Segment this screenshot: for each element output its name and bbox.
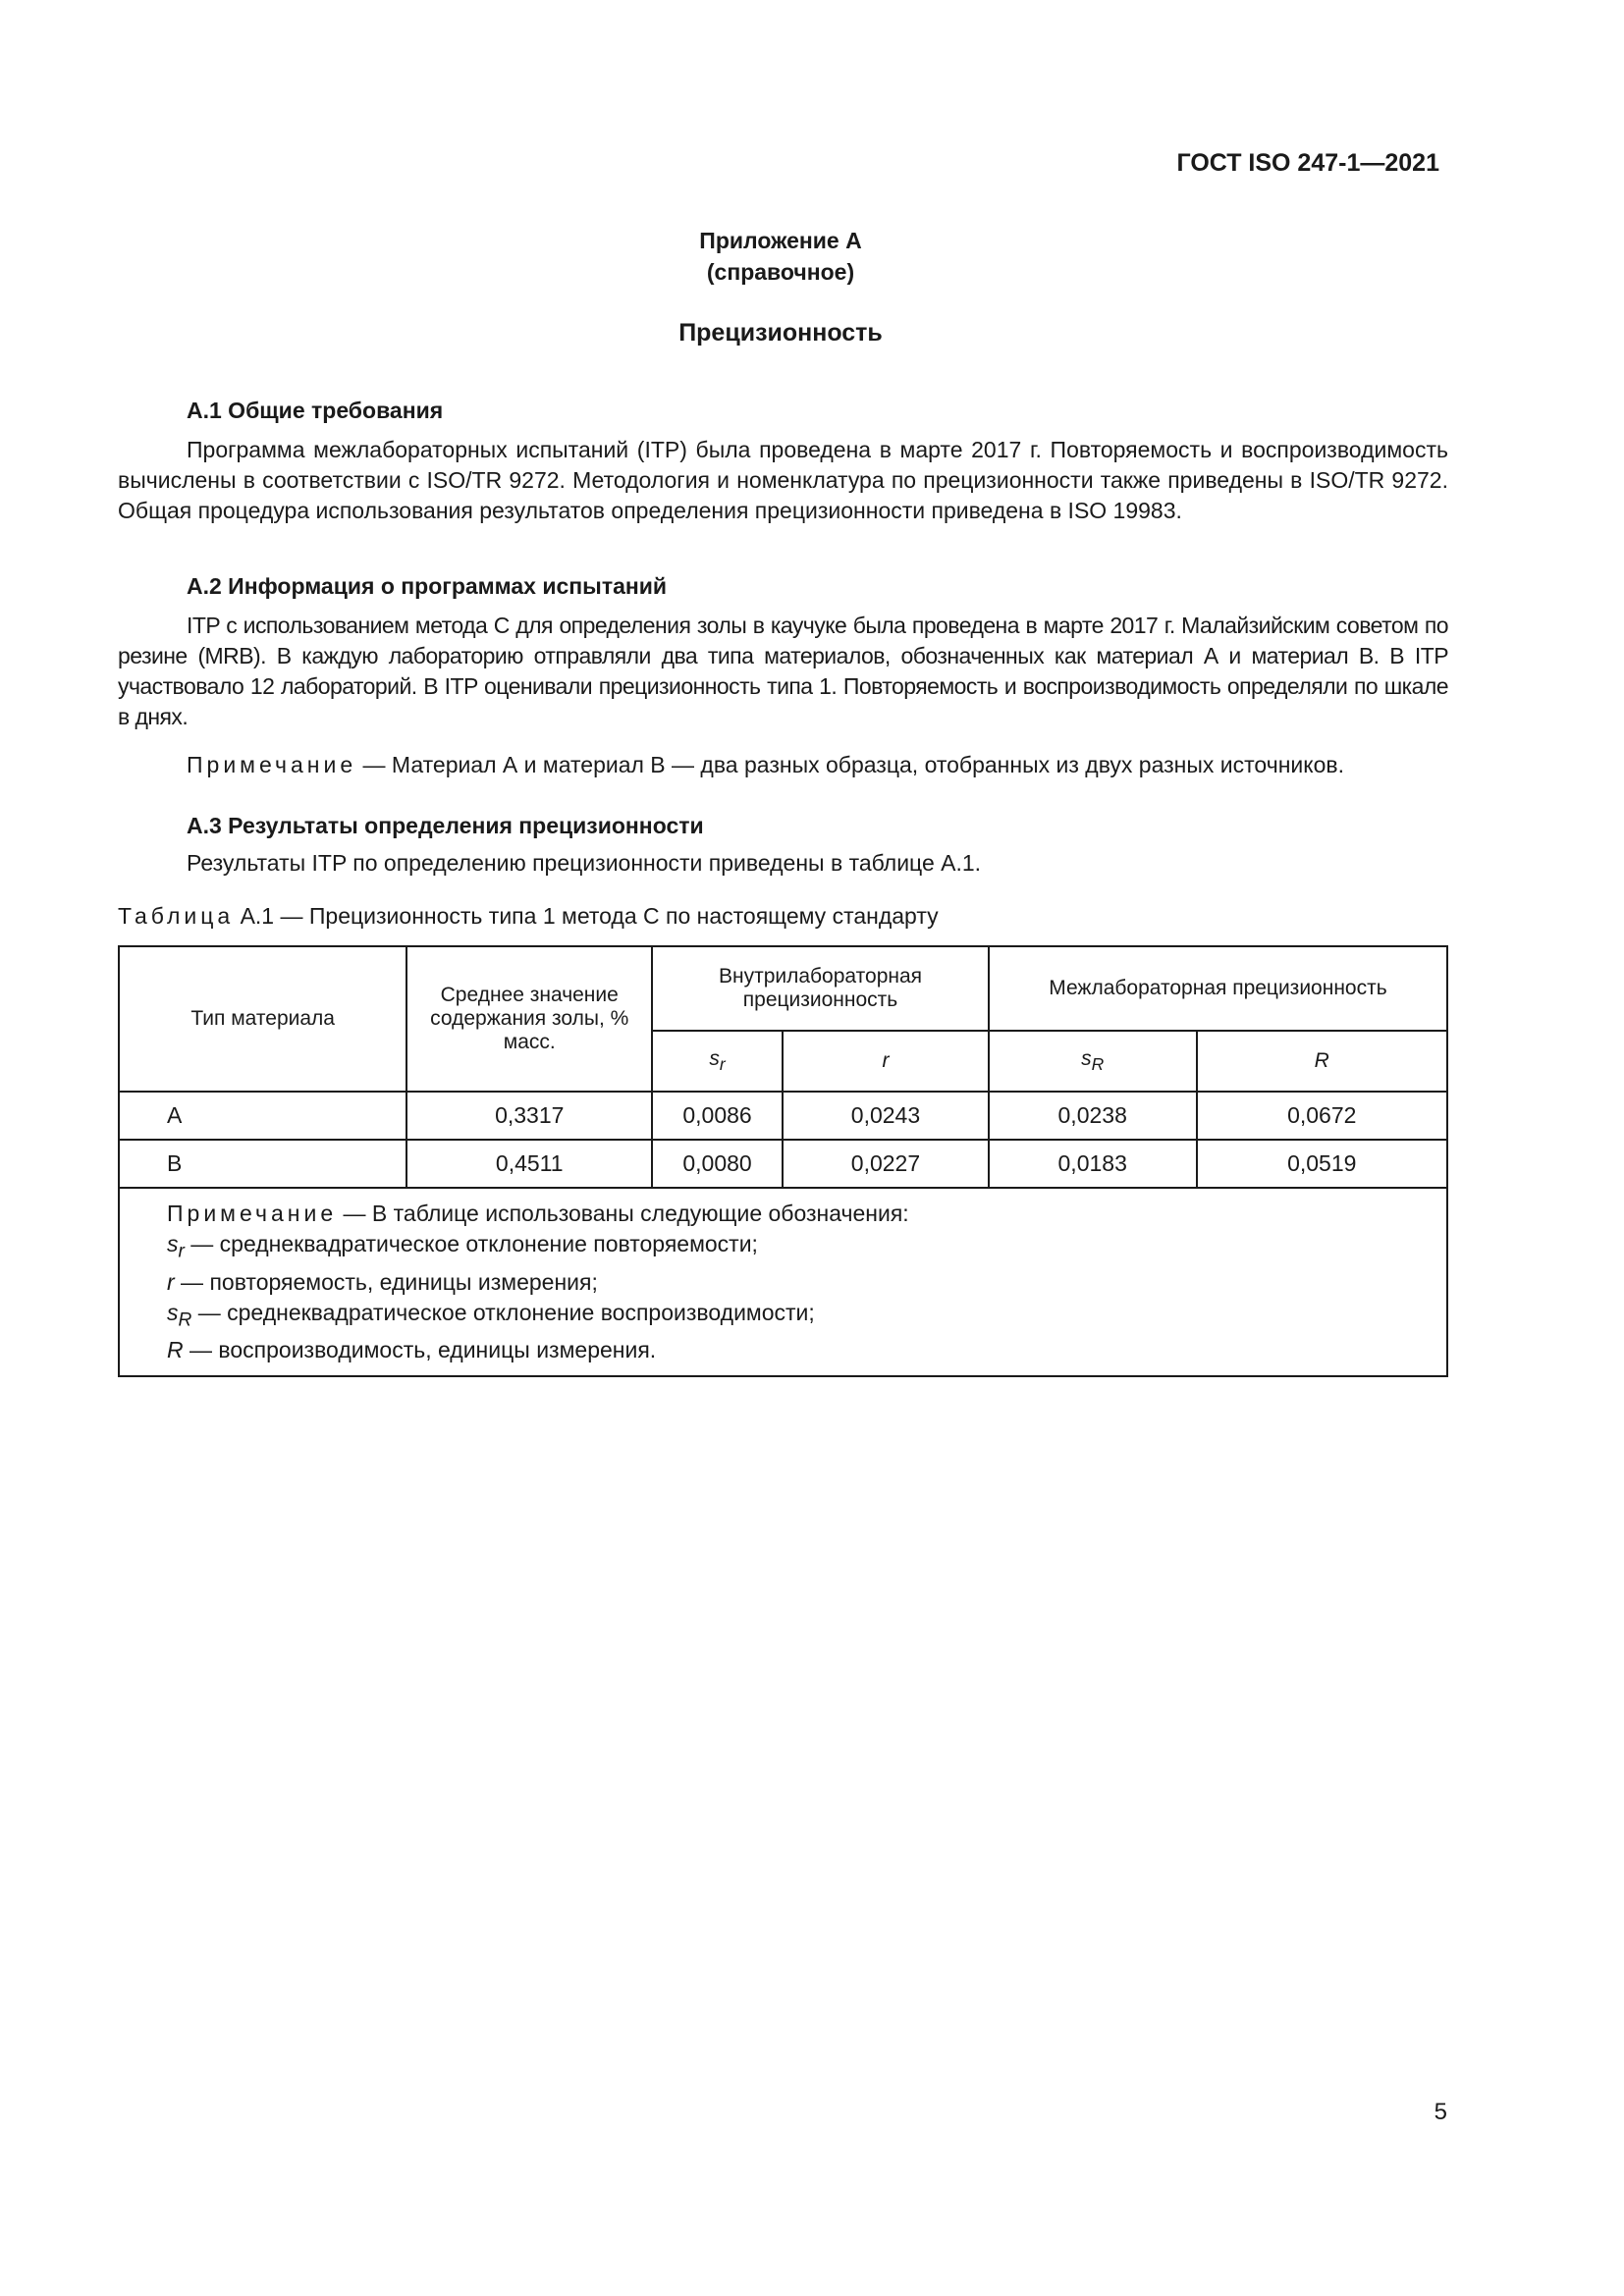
header-sr: $s_r$ bbox=[652, 1031, 783, 1092]
table-row bbox=[119, 1092, 1447, 1140]
table-note-item: $s_r$ — среднеквадратическое отклонение повторяемости; bbox=[167, 1231, 758, 1262]
precision-table bbox=[118, 945, 1448, 1377]
table-note-intro: Примечание — В таблице использованы следующие обозначения: bbox=[167, 1201, 909, 1226]
annex-title: Приложение А bbox=[699, 228, 862, 253]
cell-sR: 0,0238 bbox=[989, 1092, 1197, 1140]
table-caption bbox=[118, 903, 939, 930]
header-sR: $s_R$ bbox=[989, 1031, 1197, 1092]
section-heading-a2: А.2 Информация о программах испытаний bbox=[187, 573, 668, 599]
table-note-item: r — повторяемость, единицы измерения; bbox=[167, 1268, 598, 1295]
note-text: — Материал А и материал В — два разных образца, отобранных из двух разных источников. bbox=[356, 752, 1344, 777]
cell-material: В bbox=[119, 1140, 406, 1188]
section-text-a3: Результаты ITP по определению прецизионности приведены в таблице А.1. bbox=[187, 850, 982, 876]
page-number: 5 bbox=[1434, 2099, 1447, 2125]
section-note-a2 bbox=[118, 750, 1448, 780]
header-between: Межлабораторная прецизионность bbox=[989, 946, 1447, 1031]
cell-mean: 0,3317 bbox=[406, 1092, 652, 1140]
table-caption-label: Таблица bbox=[118, 903, 235, 929]
header-within: Внутрилабораторная прецизионность bbox=[652, 946, 989, 1031]
table-row bbox=[119, 1140, 1447, 1188]
table-caption-text: А.1 — Прецизионность типа 1 метода С по настоящему стандарту bbox=[234, 903, 939, 929]
cell-r: 0,0243 bbox=[783, 1092, 989, 1140]
cell-mean: 0,4511 bbox=[406, 1140, 652, 1188]
section-text-a1: Программа межлабораторных испытаний (ITP) была проведена в марте 2017 г. Повторяемость и воспроизводимость вычислены в соответствии с ISO/TR 9272. Методология и номенклатура по прецизионности также приведены в ISO/TR 9272. Общая процедура использования результатов определения прецизионности приведена в ISO 19983. bbox=[118, 437, 1448, 523]
header-material: Тип материала bbox=[119, 946, 406, 1092]
annex-kind: (справочное) bbox=[706, 259, 855, 285]
cell-R: 0,0519 bbox=[1197, 1140, 1448, 1188]
cell-material: А bbox=[119, 1092, 406, 1140]
header-r: r bbox=[783, 1031, 989, 1092]
section-text-a2: ITP с использованием метода С для определения золы в каучуке была проведена в марте 2017 г. Малайзийским советом по резине (MRB). В каждую лабораторию отправляли два типа материалов, обозначенных как материал А и материал В. В ITP участвовало 12 лабораторий. В ITP оценивали прецизионность типа 1. Повторяемость и воспроизводимость определяли по шкале в днях. bbox=[118, 613, 1448, 729]
cell-R: 0,0672 bbox=[1197, 1092, 1448, 1140]
header-mean: Среднее значение содержания золы, % масс. bbox=[406, 946, 652, 1092]
section-heading-a3: А.3 Результаты определения прецизионности bbox=[187, 813, 704, 838]
table-note-item: $s_R$ — среднеквадратическое отклонение воспроизводимости; bbox=[167, 1299, 815, 1331]
annex-heading: Прецизионность bbox=[678, 319, 883, 347]
note-label: Примечание bbox=[187, 752, 357, 777]
table-note-item: R — воспроизводимость, единицы измерения. bbox=[167, 1337, 657, 1363]
document-code: ГОСТ ISO 247-1—2021 bbox=[1176, 149, 1439, 177]
cell-sr: 0,0086 bbox=[652, 1092, 783, 1140]
cell-r: 0,0227 bbox=[783, 1140, 989, 1188]
cell-sr: 0,0080 bbox=[652, 1140, 783, 1188]
cell-sR: 0,0183 bbox=[989, 1140, 1197, 1188]
header-R: R bbox=[1197, 1031, 1448, 1092]
table-note bbox=[119, 1188, 1447, 1376]
section-heading-a1: А.1 Общие требования bbox=[187, 398, 444, 423]
